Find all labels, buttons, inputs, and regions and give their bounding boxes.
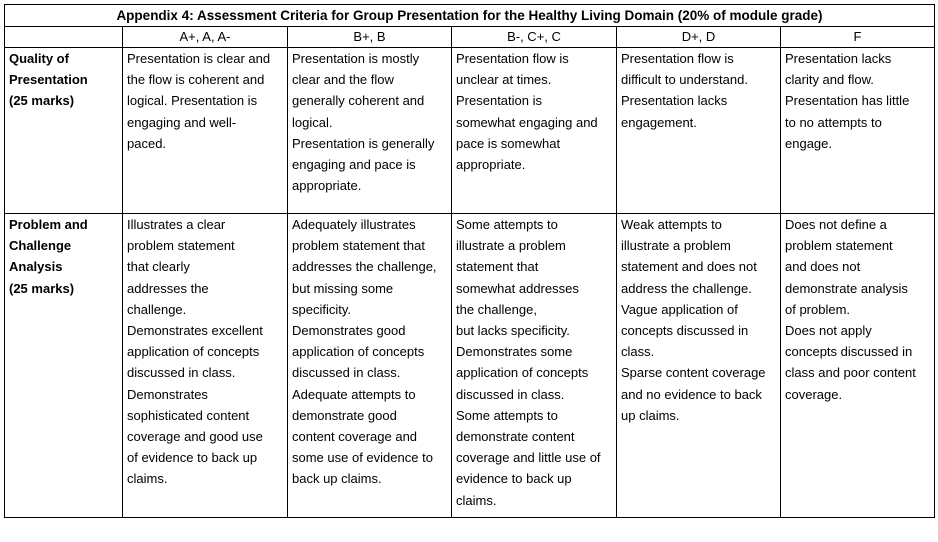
header-grade-b: B+, B	[288, 27, 452, 48]
criterion-cell	[5, 214, 123, 518]
criterion-name: Problem and Challenge Analysis	[9, 217, 88, 275]
grade-header-row	[5, 27, 935, 48]
header-grade-f: F	[781, 27, 935, 48]
descriptor-cell: Weak attempts to illustrate a problem statement and does not address the challenge. Vague application of concepts discussed in class. Sparse content coverage and no evidence to back up claims.	[617, 214, 781, 518]
descriptor-cell: Illustrates a clear problem statement that clearly addresses the challenge. Demonstrates excellent application of concepts discussed in class. Demonstrates sophisticated content coverage and good use of evidence to back up claims.	[123, 214, 288, 518]
title-row	[5, 5, 935, 27]
criterion-marks: (25 marks)	[9, 280, 75, 296]
header-grade-a: A+, A, A-	[123, 27, 288, 48]
table-title: Appendix 4: Assessment Criteria for Group Presentation for the Healthy Living Domain (20% of module grade)	[5, 5, 935, 27]
criterion-cell	[5, 48, 123, 214]
descriptor-cell: Does not define a problem statement and does not demonstrate analysis of problem. Does not apply concepts discussed in class and poor content coverage.	[781, 214, 935, 518]
header-criterion-blank	[5, 27, 123, 48]
descriptor-cell: Some attempts to illustrate a problem statement that somewhat addresses the challenge, but lacks specificity. Demonstrates some application of concepts discussed in class. Some attempts to demonstrate content coverage and little use of evidence to back up claims.	[452, 214, 617, 518]
criterion-row-quality	[5, 48, 935, 214]
header-grade-c: B-, C+, C	[452, 27, 617, 48]
criterion-name: Quality of Presentation	[9, 51, 88, 88]
descriptor-cell: Presentation flow is unclear at times. Presentation is somewhat engaging and pace is somewhat appropriate.	[452, 48, 617, 214]
descriptor-cell: Adequately illustrates problem statement that addresses the challenge, but missing some specificity. Demonstrates good application of concepts discussed in class. Adequate attempts to demonstrate good content coverage and some use of evidence to back up claims.	[288, 214, 452, 518]
descriptor-cell: Presentation is mostly clear and the flow generally coherent and logical. Presentation is generally engaging and pace is appropriate.	[288, 48, 452, 214]
criterion-marks: (25 marks)	[9, 93, 75, 109]
descriptor-cell: Presentation lacks clarity and flow. Presentation has little to no attempts to engage.	[781, 48, 935, 214]
descriptor-cell: Presentation flow is difficult to understand. Presentation lacks engagement.	[617, 48, 781, 214]
assessment-criteria-table	[4, 4, 935, 518]
descriptor-cell: Presentation is clear and the flow is coherent and logical. Presentation is engaging and well- paced.	[123, 48, 288, 214]
header-grade-d: D+, D	[617, 27, 781, 48]
criterion-row-problem	[5, 214, 935, 518]
